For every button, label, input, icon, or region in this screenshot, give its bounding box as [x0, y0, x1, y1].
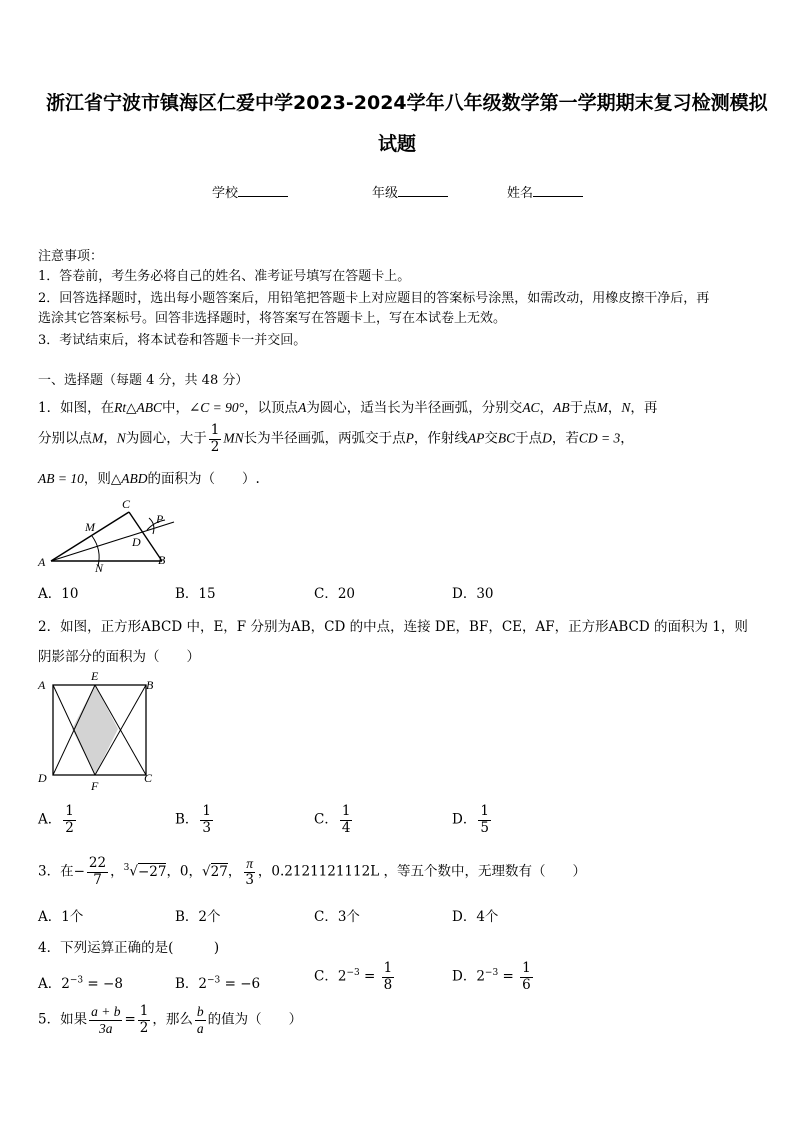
option-fraction: [200, 805, 213, 835]
q4-option-d: [452, 962, 535, 992]
q2-figure: [34, 668, 164, 794]
q1-text: ，: [103, 430, 117, 447]
q1-text: 1．如图，在: [38, 400, 115, 416]
q1-text: 交: [484, 430, 498, 447]
q3-fraction-pi-3: [243, 857, 256, 887]
grade-blank: [398, 184, 448, 197]
fraction-denominator: 5: [480, 819, 489, 836]
q5-text: 5．如果: [38, 1011, 88, 1028]
fraction-numerator: 1: [522, 960, 531, 976]
q5-stem: [38, 1005, 302, 1035]
q1-var: AP: [467, 430, 485, 446]
option-label: D．: [452, 811, 477, 828]
q3-option-b: B．2个: [175, 909, 221, 925]
q5-text: ，那么: [152, 1011, 193, 1028]
fraction-numerator: π: [246, 856, 253, 871]
power-base: 2: [198, 976, 208, 992]
fraction-numerator: 1: [383, 960, 393, 976]
grade-label: 年级: [372, 186, 399, 201]
option-fraction: [520, 962, 533, 992]
q3-text: ，: [227, 863, 242, 880]
fraction-numerator: 1: [480, 803, 489, 819]
label-A: A: [38, 555, 46, 569]
q5-fraction-b-a: [195, 1005, 206, 1035]
q1-option-d: D．30: [452, 586, 494, 602]
q1-half-fraction: [209, 424, 222, 454]
q3-text: ，: [110, 863, 124, 880]
q3-option-d: D．4个: [452, 909, 499, 925]
q1-angle: ∠C = 90°: [188, 400, 245, 415]
fraction-numerator: 22: [88, 855, 107, 871]
q2-option-a: [38, 805, 78, 835]
label-A: A: [38, 678, 46, 692]
q1-option-b: B．15: [175, 586, 216, 602]
fraction-numerator: a + b: [91, 1004, 121, 1019]
label-B: B: [146, 678, 154, 692]
label-B: B: [158, 553, 166, 567]
q1-var: D: [542, 430, 552, 446]
q3-fraction-22-7: [87, 857, 108, 887]
label-C: C: [144, 771, 153, 785]
school-blank: [238, 184, 288, 197]
q1-text: 分别以点: [38, 430, 92, 447]
option-fraction: [382, 962, 395, 992]
q1-text: 为圆心，适当长为半径画弧，分别交: [306, 400, 523, 416]
q1-var: CD = 3: [578, 430, 621, 446]
q1-text: ，: [607, 400, 622, 416]
q3-text: ，0.2121121112L ，等五个数中，无理数有（ ）: [257, 863, 586, 880]
name-blank: [533, 184, 583, 197]
q4-option-a: [38, 972, 123, 992]
fraction-numerator: b: [196, 1004, 204, 1019]
q2-option-b: [175, 805, 215, 835]
fraction-numerator: 1: [341, 803, 351, 819]
q1-var: N: [621, 400, 631, 415]
label-F: F: [91, 779, 99, 793]
equals: =: [124, 1011, 136, 1028]
q2-line1: 2．如图，正方形ABCD 中，E，F 分别为AB，CD 的中点，连接 DE，BF，CE，AF，正方形ABCD 的面积为 1，则: [38, 619, 748, 635]
q1-line1: [38, 396, 657, 416]
page-title-line2: 试题: [378, 133, 417, 155]
q2-line2: 阴影部分的面积为（ ）: [38, 649, 200, 665]
q1-text: 的面积为（ ）.: [147, 471, 260, 487]
q3-option-a: A．1个: [38, 909, 84, 925]
fraction-denominator: 2: [139, 1019, 149, 1036]
q2-option-d: [452, 805, 493, 835]
fraction-denominator: 8: [383, 976, 393, 993]
q1-var: AC: [522, 400, 540, 415]
q1-var: AB: [553, 400, 570, 415]
fraction-denominator: 7: [93, 871, 102, 888]
radicand: −27: [137, 863, 167, 880]
q1-figure: [36, 494, 176, 576]
q5-fraction-half: [138, 1005, 151, 1035]
q2-option-c: [314, 805, 354, 835]
name-label: 姓名: [507, 186, 534, 201]
power-base: 2: [337, 968, 347, 985]
q1-var: MN: [223, 430, 244, 446]
option-value: −8: [103, 976, 123, 992]
q1-var: △ABD: [110, 471, 148, 486]
fraction-denominator: 2: [65, 819, 74, 836]
radical-sign: √: [202, 863, 211, 880]
grade-field: [372, 182, 448, 201]
option-label: C．: [314, 811, 338, 828]
option-label: C．: [314, 968, 338, 985]
page-title: 浙江省宁波市镇海区仁爱中学2023-2024学年八年级数学第一学期期末复习检测模拟: [46, 92, 768, 114]
name-field: [507, 182, 583, 201]
school-field: [212, 182, 288, 201]
q3-stem: [38, 857, 586, 887]
q1-var: A: [298, 400, 307, 415]
ray-AP: [51, 522, 174, 561]
q1-text: 长为半径画弧，两弧交于点: [243, 430, 406, 447]
q1-text: ，作射线: [413, 430, 468, 447]
label-E: E: [91, 669, 99, 683]
q1-text: ，若: [551, 430, 579, 447]
label-D: D: [132, 535, 141, 549]
option-label: A．: [38, 976, 62, 992]
fraction-numerator: 1: [65, 803, 74, 819]
q1-text: 中，: [161, 400, 189, 416]
fraction-denominator: 3: [245, 871, 254, 888]
root-index: 3: [123, 863, 130, 873]
label-M: M: [85, 520, 95, 534]
radicand: 27: [210, 863, 228, 880]
q1-text: 为圆心，大于: [125, 430, 207, 447]
q1-var: M: [596, 400, 608, 415]
q1-text: ，以顶点: [244, 400, 299, 416]
q1-var: BC: [497, 430, 516, 446]
option-fraction: [340, 805, 353, 835]
equals: =: [220, 976, 241, 992]
q3-text: ，0，: [166, 863, 203, 880]
section-heading: 一、选择题（每题 4 分，共 48 分）: [38, 373, 249, 388]
notice-heading: 注意事项：: [38, 249, 104, 264]
option-label: B．: [175, 976, 199, 992]
radical-sign: √: [129, 863, 138, 880]
option-fraction: [478, 805, 491, 835]
notice-item-2-cont: 选涂其它答案标号。回答非选择题时，将答案写在答题卡上，写在本试卷上无效。: [38, 311, 507, 326]
label-D: D: [38, 771, 47, 785]
q1-line2: [38, 424, 634, 454]
power-exponent: −3: [484, 968, 499, 978]
fraction-denominator: 3: [202, 819, 212, 836]
fraction-numerator: 1: [139, 1003, 149, 1019]
q5-text: 的值为（ ）: [207, 1011, 303, 1028]
q1-text: ，再: [630, 400, 658, 416]
power-exponent: −3: [207, 975, 221, 986]
q5-fraction-ab-3a: [89, 1005, 122, 1035]
q1-var: AB = 10: [38, 471, 84, 486]
q1-var: P: [405, 430, 414, 446]
q3-text: −: [73, 863, 85, 880]
notice-item-1: 1．答卷前，考生务必将自己的姓名、准考证号填写在答题卡上。: [38, 269, 411, 284]
q1-var: N: [116, 430, 126, 446]
fraction-denominator: 2: [210, 438, 220, 455]
q1-text: ，则: [83, 471, 111, 487]
option-label: D．: [452, 968, 477, 985]
q4-option-b: [175, 972, 260, 992]
fraction-denominator: 3a: [99, 1020, 113, 1036]
q1-triangle: Rt△ABC: [114, 400, 162, 415]
q3-option-c: C．3个: [314, 909, 360, 925]
fraction-denominator: 4: [341, 819, 351, 836]
fraction-denominator: 6: [522, 976, 531, 993]
option-value: −6: [240, 976, 261, 992]
fraction-denominator: a: [196, 1020, 204, 1036]
q3-text: 3．在: [38, 863, 74, 880]
fraction-numerator: 1: [202, 803, 212, 819]
q1-line3: [38, 467, 260, 487]
option-label: B．: [175, 811, 199, 828]
equals: =: [83, 976, 104, 992]
notice-item-3: 3．考试结束后，将本试卷和答题卡一并交回。: [38, 333, 307, 348]
equals: =: [498, 968, 519, 985]
q1-text: 于点: [515, 430, 543, 447]
equals: =: [359, 968, 380, 985]
q1-text: 于点: [569, 400, 597, 416]
fraction-numerator: 1: [210, 422, 220, 438]
power-base: 2: [61, 976, 70, 992]
shaded-region: [72, 685, 118, 775]
notice-item-2: 2．回答选择题时，选出每小题答案后，用铅笔把答题卡上对应题目的答案标号涂黑，如需改动，用橡皮擦干净后，再: [38, 291, 710, 306]
q1-text: ，: [539, 400, 554, 416]
q1-var: M: [92, 430, 104, 446]
option-fraction: [63, 805, 76, 835]
q4-stem: 4．下列运算正确的是( ): [38, 940, 220, 956]
power-base: 2: [476, 968, 485, 985]
label-C: C: [122, 497, 131, 511]
option-label: A．: [38, 811, 62, 828]
q1-option-a: A．10: [38, 586, 79, 602]
label-P: P: [156, 512, 164, 526]
q4-option-c: [314, 962, 396, 992]
power-exponent: −3: [69, 975, 84, 986]
power-exponent: −3: [346, 968, 360, 978]
q1-text: ，: [620, 430, 634, 447]
q1-option-c: C．20: [314, 586, 356, 602]
school-label: 学校: [212, 186, 239, 201]
label-N: N: [95, 561, 104, 575]
